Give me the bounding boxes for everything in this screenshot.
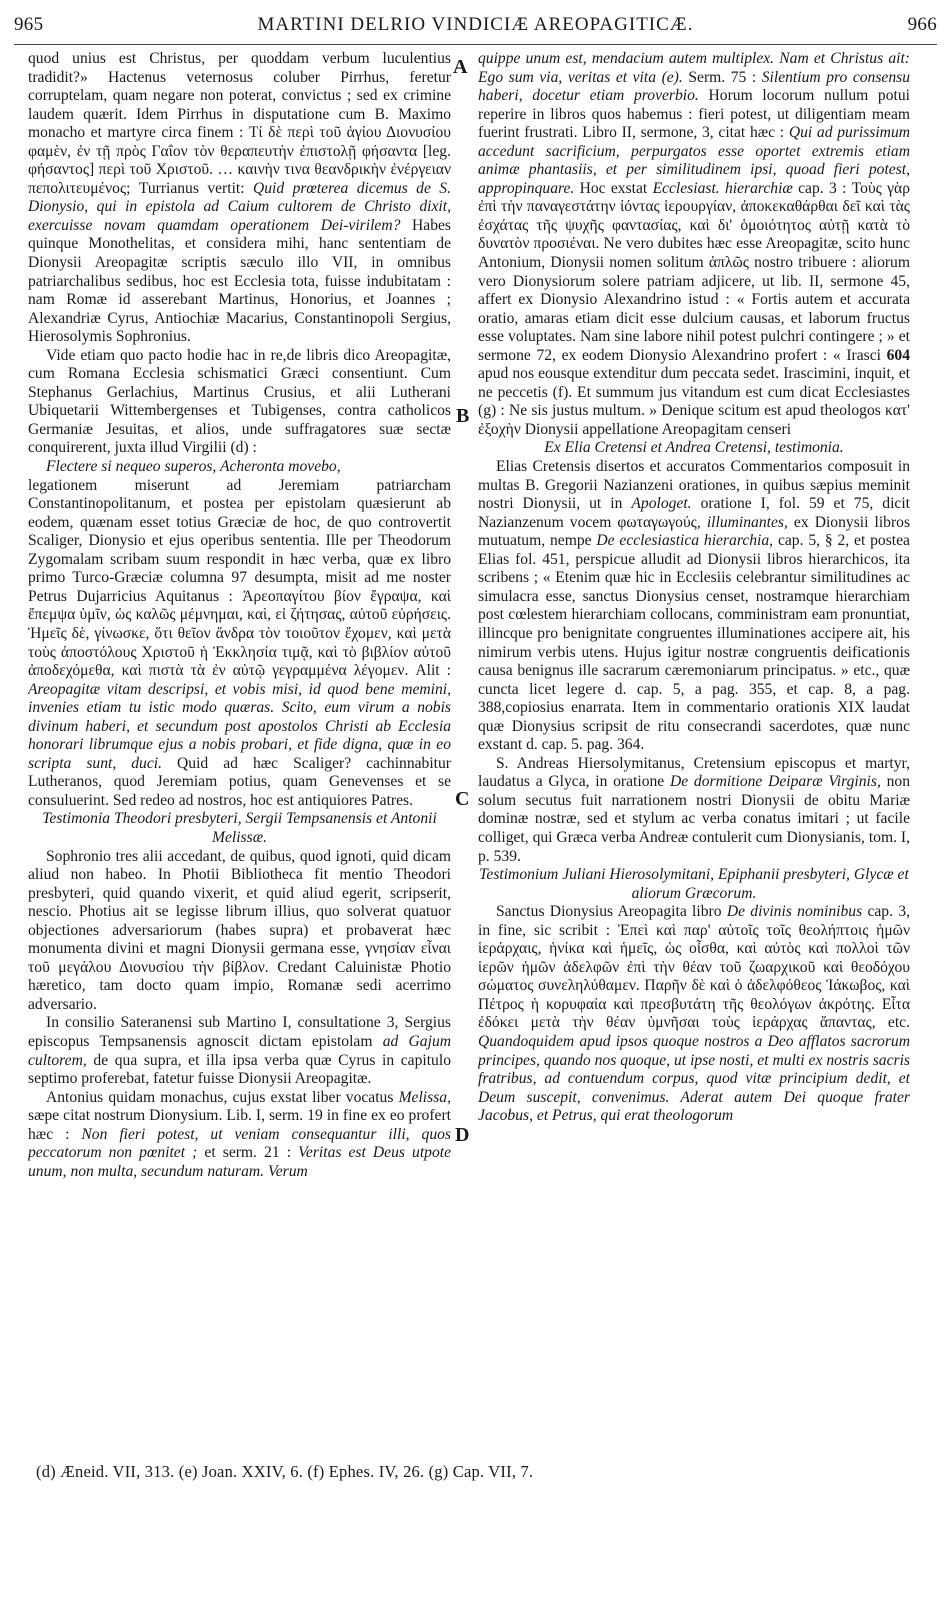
running-header (14, 14, 937, 40)
margin-letter-c: C (455, 788, 470, 810)
margin-letter-a: A (453, 56, 468, 78)
paragraph: Vide etiam quo pacto hodie hac in re,de libris dico Areopagitæ, cum Romana Ecclesia schismatici Græci consentiunt. Cum Stephanus Gerlachius, Martinus Crusius, et alii Lutherani Ubiquetarii Wittembergenses et Tubigenses, contra catholicos Germaniæ Jesuitas, et alios, unde suffragatores suæ sectæ conquirerent, juxta illud Virgilii (d) : (28, 346, 451, 457)
right-column (478, 50, 910, 1448)
verse-quotation: Flectere si nequeo superos, Acheronta movebo, (46, 458, 341, 476)
footnotes: (d) Æneid. VII, 313. (e) Joan. XXIV, 6. (f) Ephes. IV, 26. (g) Cap. VII, 7. (36, 1462, 534, 1481)
section-heading: Testimonia Theodori presbyteri, Sergii Tempsanensis et Antonii Melissæ. (42, 810, 437, 846)
margin-letter-b: B (456, 405, 470, 427)
paragraph: legationem miserunt ad Jeremiam patriarcham Constantinopolitanum, et postea per epistolam quæsierunt ab eodem, quænam esset totius Græciæ de hoc, de quo controvertit Scaliger, Dionysio et ejus operibus sententia. Ille per Theodorum Zygomalam scribam suum respondit in hæc verba, quæ ex libro primo Turco-Græciæ columna 97 desumpta, misit ad me noster Petrus Dujarricius Aquitanus : Ἀρεοπαγίτου βίον ἔγραψα, καὶ ἔπεμψα ὑμῖν, ὡς καλῶς μέμνημαι, καὶ, εἰ ζήτησας, αὐτοῦ εὑρήσεις. Ἡμεῖς δὲ, γίνωσκε, ὅτι θεῖον ἄνδρα τὸν τοιοῦτον ἔχομεν, καὶ μετὰ τοὺς ἀποστόλους Χριστοῦ ἡ Ἐκκλησία τιμᾷ, καὶ τὸ βιβλίον αὐτοῦ ἀποδεχόμεθα, καὶ πιστὰ τὰ ἐν αὐτῷ γεγραμμένα λέγομεν. Alit : Areopagitæ vitam descripsi, et vobis misi, id quod bene memini, invenies etiam tu istic modo quæras. Scito, eum virum a nobis divinum haberi, et secundum post apostolos Christi ab Ecclesia honorari librumque ejus a nobis probari, et fide digna, quæ in eo scripta sunt, duci. Quid ad hæc Scaliger? cachinnabitur Lutheranos, quod Jeremiam potius, quam Genevenses et se consuluerint. Sed redeo ad nostros, hoc est antiquiores Patres. (28, 476, 451, 809)
paragraph: Sophronio tres alii accedant, de quibus, quod ignoti, quid dicam aliud non habeo. In Photii Bibliotheca fit mentio Theodori presbyteri, quid quando vixerit, et quid aliud egerit, scripserit, nescio. Photius ait se legisse librum illius, quo solverat quatuor objectiones adversariorum (habes supra) et probaverat hæc monumenta divini et magni Dionysii germana esse, γνησίαν εἶναι τοῦ μεγάλου Διονυσίου τὴν βίβλον. Credant Caluinistæ Photio hæretico, tam docto quam impio, Romanæ sedi acerrimo adversario. (28, 847, 451, 1013)
paragraph: Antonius quidam monachus, cujus exstat liber vocatus Melissa, sæpe citat nostrum Dionysium. Lib. I, serm. 19 in fine ex eo profert hæc : Non fieri potest, ut veniam consequantur illi, quos peccatorum non pœnitet ; et serm. 21 : Veritas est Deus utpote unum, non multa, secundum naturam. Verum (28, 1088, 451, 1180)
running-title: MARTINI DELRIO VINDICIÆ AREOPAGITICÆ. (257, 14, 694, 35)
paragraph: Sanctus Dionysius Areopagita libro De divinis nominibus cap. 3, in fine, sic scribit : Ἐπεὶ καὶ παρ' αὐτοῖς τοῖς θεολήπτοις ἡμῶν ἱεράρχαις, ἡνίκα καὶ ἡμεῖς, ὡς οἶσθα, καὶ αὐτὸς καὶ πολλοὶ τῶν ἱερῶν ἡμῶν ἀδελφῶν ἐπὶ τὴν θέαν τοῦ ζωαρχικοῦ καὶ θεοδόχου σώματος συνεληλύθαμεν. Παρῆν δὲ καὶ ὁ ἀδελφόθεος Ἰάκωβος, καὶ Πέτρος ἡ κορυφαία καὶ πρεσβυτάτη τῆς θεολόγων ἀκρότης. Εἶτα ἐδόκει μετὰ τὴν θέαν ὑμνῆσαι τοὺς ἱεράρχας ἅπαντας, etc. Quandoquidem apud ipsos quoque nostros a Deo afflatos sacrorum principes, quando nos quoque, ut ipse nosti, et multi ex nostris sacris fratribus, ad contuendum corpus, quod vitæ principium dedit, et Deum suscepit, convenimus. Aderat autem Dei quoque frater Jacobus, et Petrus, qui erat theologorum (478, 903, 910, 1125)
paragraph: In consilio Sateranensi sub Martino I, consultatione 3, Sergius episcopus Tempsanensis agnoscit dictam epistolam ad Gajum cultorem, de qua supra, et illa ipsa verba quæ Cyrus in capitulo septimo proferebat, fatetur fuisse Dionysii Areopagitæ. (28, 1014, 451, 1088)
section-heading: Testimonium Juliani Hierosolymitani, Epiphanii presbyteri, Glycæ et aliorum Græcorum. (479, 866, 909, 902)
bold-column-number: 604 (886, 346, 910, 364)
page-number-left: 965 (14, 14, 44, 35)
header-rule (14, 44, 937, 45)
left-column (28, 50, 451, 1448)
paragraph: quod unius est Christus, per quoddam verbum luculentius tradidit?» Hactenus veternosus coluber Pirrhus, feretur corruptelam, quam negare non poterat, convictus ; sed ex crimine laudem quærit. Idem Pirrhus in disputatione cum B. Maximo monacho et martyre circa finem : Τί δὲ περὶ τοῦ ἁγίου Διονυσίου φαμὲν, ἐν τῇ πρὸς Γαΐον τὸν θεραπευτὴν ἐπιστολῇ φήσαντα [leg. φήσαντος] περὶ τοῦ Χριστοῦ. … καινὴν τινα θεανδρικὴν ἐνέργειαν πεπολιτευμένος; Turrianus vertit: Quid prœterea dicemus de S. Dionysio, qui in epistola ad Caium cultorem de Christo dixit, exercuisse novam quamdam operationem Dei-virilem? Habes quinque Monothelitas, et considera mihi, hanc sententiam de Dionysii Areopagitæ scriptis sæculo illo VII, in omnibus patriarchalibus sedibus, hoc est Ecclesia tota, fuisse indubitatam : nam Romæ id asserebant Martinus, Honorius, et Joannes ; Alexandriæ Cyrus, Antiochiæ Macarius, Constantinopoli Sergius, Hierosolymis Sophronius. (28, 50, 451, 346)
paragraph: S. Andreas Hiersolymitanus, Cretensium episcopus et martyr, laudatus a Glyca, in oratione De dormitione Deiparæ Virginis, non solum secutus fuit narrationem nostri Dionysii de obitu Mariæ dominæ nostræ, sed et stylum ac verba conatus imitari ; ut facile colliget, qui Græca verba Andreæ contulerit cum Dionysianis, tom. I, p. 539. (478, 754, 910, 865)
paragraph: quippe unum est, mendacium autem multiplex. Nam et Christus ait: Ego sum via, veritas et vita (e). Serm. 75 : Silentium pro consensu haberi, docetur etiam proverbio. Horum locorum nullum potui reperire in libros quos habemus : fieri potest, ut diligentiam meam fuerint frustrati. Libro II, sermone, 3, citat hæc : Qui ad purissimum accedunt sacrificium, perpurgatos esse oportet extremis etiam animæ phantasiis, et per similitudinem ipsi, quoad fieri potest, appropinquare. Hoc exstat Ecclesiast. hierarchiæ cap. 3 : Τοὺς γὰρ ἐπὶ τὴν παναγεστάτην ἰόντας ἱερουργίαν, ἀποκεκαθάρθαι δεῖ καὶ τὰς ἐσχάτας τῆς ψυχῆς φαντασίας, καὶ δι' ὁμοιότητος αὐτῇ κατὰ τὸ δυνατὸν προσιέναι. Ne vero dubites hæc esse Areopagitæ, scito hunc Antonium, Dionysii nomen solitum ἁπλῶς nostro tribuere : aliorum vero Dionysiorum solere patriam adjicere, ut lib. II, sermone 45, affert ex Dionysio Alexandrino istud : « Fortis autem et accurata oratio, amaras etiam dicit esse dulcium causas, et laborum fructus esse voluptates. Nam sine labore nihil potest pulchri contingere ; » et sermone 72, ex eodem Dionysio Alexandrino profert : « Irasci 604 apud nos eousque extenditur dum peccata sedet. Irascimini, inquit, et ne peccetis (f). Et summum jus vitandum est cum dicat Ecclesiastes (g) : Ne sis justus multum. » Denique scitum est apud theologos κατ' ἐξοχὴν Dionysii appellatione Areopagitam censeri (478, 50, 910, 438)
margin-letter-d: D (455, 1124, 470, 1146)
section-heading: Ex Elia Cretensi et Andrea Cretensi, testimonia. (544, 439, 844, 457)
paragraph: Elias Cretensis disertos et accuratos Commentarios composuit in multas B. Gregorii Nazianzeni orationes, in quibus sæpius meminit nostri Dionysii, ut in Apologet. oratione I, fol. 59 et 75, dicit Nazianzenum vocem φωταγωγούς, illuminantes, ex Dionysii libros mutuatum, nempe De ecclesiastica hierarchia, cap. 5, § 2, et postea Elias fol. 451, perspicue alludit ad Dionysii libros hierarchicos, ita scribens ; « Etenim quæ hic in Ecclesiis celebrantur similitudines ac simulacra esse, sanctus Dionysius censet, nostramque hierarchiam post cœlestem hierarchiam collocans, comministram eam pronuntiat, illincque pro benignitate congruentes illuminationes accipere ait, his nimirum verbis utens. Hujus igitur nostræ congruentis deificationis causa benignus ille sacrarum cæremoniarum principatus. » etc., quæ cuncta licet legere d. cap. 5, a pag. 355, et cap. 8, a pag. 388,copiosius enarrata. Item in commentario orationis XIX laudat quæ Dionysius scripsit de ritu consecrandi sacerdotes, quæ nunc exstant d. cap. 5. pag. 364. (478, 458, 910, 754)
page-number-right: 966 (907, 14, 937, 35)
